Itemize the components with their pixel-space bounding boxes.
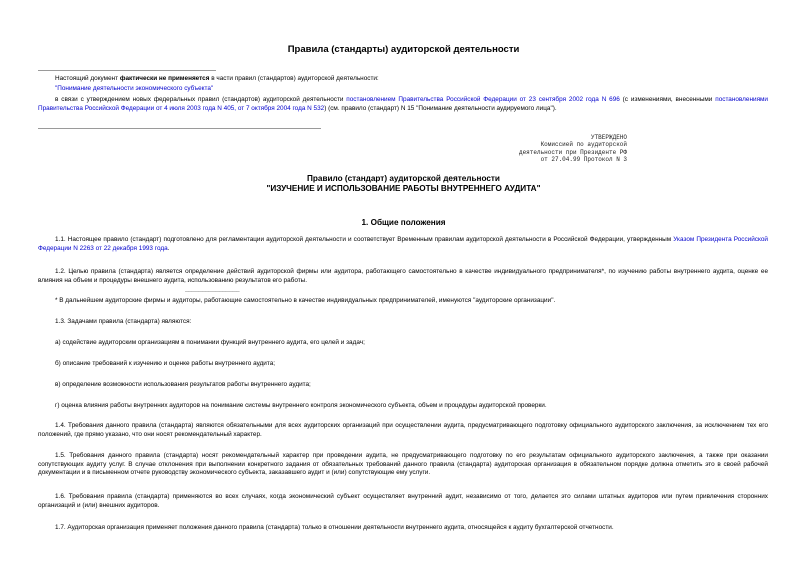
approval-line: Комиссией по аудиторской	[540, 141, 627, 149]
notice-bottom-divider	[38, 128, 321, 129]
decree-696-link[interactable]: постановлением Правительства Российской Федерации от 23 сентября 2002 года N 696	[346, 96, 620, 103]
approval-stamp	[519, 134, 627, 164]
page-title: Правила (стандарты) аудиторской деятельности	[287, 44, 520, 55]
notice-paragraph	[38, 96, 768, 113]
notice-p2-mid: (с изменениями, внесенными	[619, 96, 716, 103]
paragraph-1-4: 1.4. Требования данного правила (стандарта) являются обязательными для всех аудиторских организаций при осуществлении аудита, предусматривающего подготовку официального аудиторского заключения, за исключением тех его положений, где прямо указано, что они носят рекомендательный характер.	[38, 422, 768, 438]
document-title-line2: "ИЗУЧЕНИЕ И ИСПОЛЬЗОВАНИЕ РАБОТЫ ВНУТРЕННЕГО АУДИТА"	[266, 183, 541, 193]
list-item-v: в) определение возможности использования результатов работы внутреннего аудита;	[55, 381, 311, 388]
notice-text-start: Настоящий документ	[55, 75, 120, 82]
p1-1-end: .	[167, 244, 170, 252]
notice-p2-start: в связи с утверждением новых федеральных правил (стандартов) аудиторской деятельности	[55, 96, 347, 103]
notice-rule-link-line	[55, 85, 755, 94]
paragraph-1-6: 1.6. Требования правила (стандарта) применяются во всех случаях, когда экономический субъект осуществляет внутренний аудит, независимо от того, делается это силами штатных аудиторов или путем привлечения сторонних организаций и (или) внешних аудиторов.	[38, 493, 768, 509]
paragraph-1-5: 1.5. Требования данного правила (стандарта) носят рекомендательный характер при проведении аудита, не предусматривающего подготовку по его результатам официального аудиторского заключения, а также при оказании сопутствующих аудиту услуг. В случае отклонения при выполнении конкретного задания от обязательных требований данного правила (стандарта) аудиторская организация в обязательном порядке должна отметить это в своей рабочей документации и в письменном отчете руководству экономического субъекта, заказавшего аудит и (или) сопутствующие ему услуги.	[38, 452, 768, 477]
document-title-line1: Правило (стандарт) аудиторской деятельности	[307, 174, 500, 183]
list-item-b: б) описание требований к изучению и оценке работы внутреннего аудита;	[55, 360, 276, 367]
notice-p2-end: ) (см. правило (стандарт) N 15 "Понимание деятельности аудируемого лица").	[324, 104, 557, 112]
list-item-g: г) оценка влияния работы внутренних аудиторов на понимание системы внутреннего контроля экономического субъекта, объем и процедуры аудиторской проверки.	[55, 402, 547, 409]
paragraph-1-1	[38, 236, 768, 253]
approval-line: УТВЕРЖДЕНО	[590, 134, 627, 141]
document-title	[0, 174, 807, 193]
paragraph-1-7: 1.7. Аудиторская организация применяет положения данного правила (стандарта) только в отношении деятельности внутреннего аудита, относящейся к аудиту бухгалтерской отчетности.	[55, 524, 614, 531]
notice-text-end: в части правил (стандартов) аудиторской деятельности:	[209, 75, 379, 82]
p1-1-text: 1.1. Настоящее правило (стандарт) подготовлено для регламентации аудиторской деятельности и соответствует Временным правилам аудиторской деятельности в Российской Федерации, утвержденным	[55, 236, 674, 243]
notice-bold: фактически не применяется	[119, 75, 210, 82]
section-heading: 1. Общие положения	[361, 218, 446, 227]
decree-2263-link[interactable]: Указом Президента Российской Федерации N 2263 от 22 декабря 1993 года	[38, 236, 768, 252]
paragraph-1-2: 1.2. Целью правила (стандарта) является определение действий аудиторской фирмы или аудитора, работающего самостоятельно в качестве индивидуального предпринимателя*, по изучению работы внутреннего аудита, оценке ее влияния на объем и процедуры внешнего аудита, использованию результатов его работы.	[38, 268, 768, 284]
list-item-a: а) содействие аудиторским организациям в понимании функций внутреннего аудита, его целей и задач;	[55, 339, 365, 346]
approval-line: от 27.04.99 Протокол N 3	[540, 156, 627, 164]
footnote: * В дальнейшем аудиторские фирмы и аудиторы, работающие самостоятельно в качестве индивидуальных предпринимателей, именуются "аудиторские организации".	[55, 297, 556, 304]
footnote-separator: ________________	[185, 286, 240, 293]
decrees-405-532-link[interactable]: постановлениями Правительства Российской Федерации от 4 июля 2003 года N 405, от 7 октября 2004 года N 532	[38, 96, 768, 112]
top-divider	[38, 70, 216, 71]
rule-link[interactable]: "Понимание деятельности экономического субъекта"	[55, 85, 214, 92]
approval-line: деятельности при Президенте РФ	[518, 148, 627, 156]
notice-line	[55, 75, 755, 84]
paragraph-1-3: 1.3. Задачами правила (стандарта) являются:	[55, 318, 192, 325]
